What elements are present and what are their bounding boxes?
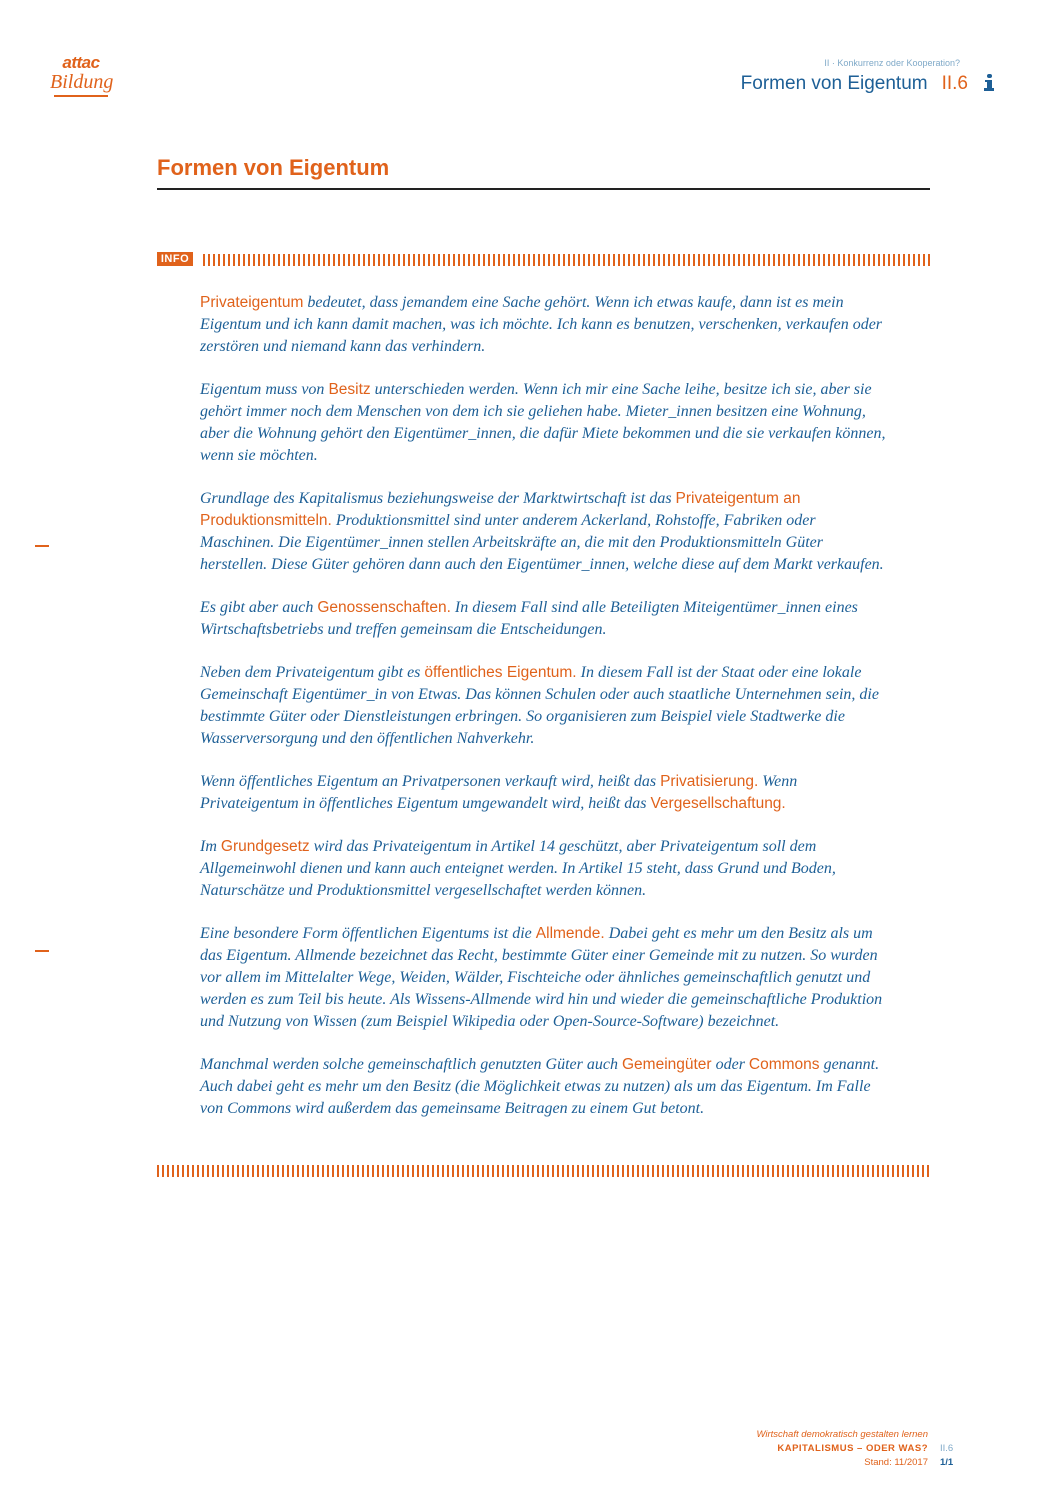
keyword: Allmende.: [535, 925, 605, 942]
paragraph-text: genannt. Auch dabei geht es mehr um den Besitz (die Möglichkeit etwas zu nutzen) als um das Eigentum. Im Falle von Commons wird außerdem das gemeinsame Beitragen zu einem Gut betont.: [200, 1056, 880, 1117]
paragraph-text: unterschieden werden. Wenn ich mir eine Sache leihe, besitze ich sie, aber sie gehört immer noch dem Menschen von dem ich sie geliehen habe. Mieter_innen besitzen eine Wohnung, aber die Wohnung gehört den Eigentümer_innen, die dafür Miete bekommen und die sie verkaufen können, wenn sie möchten.: [200, 381, 886, 464]
info-paragraph: [200, 379, 890, 467]
keyword: Privateigentum: [200, 294, 304, 311]
paragraph-text: In diesem Fall ist der Staat oder eine lokale Gemeinschaft Eigentümer_in von Etwas. Das können Schulen oder auch staatliche Unternehmen sein, die bestimmte Güter oder Dienstleistungen erbringen. So organisieren zum Beispiel viele Stadtwerke die Wasserversorgung und den öffentlichen Nahverkehr.: [200, 664, 879, 747]
footer-page-number: 1/1: [940, 1457, 954, 1468]
logo-bildung: Bildung: [50, 71, 114, 93]
keyword: Genossenschaften.: [317, 599, 451, 616]
info-badge: INFO: [157, 252, 193, 266]
attac-bildung-logo: [50, 54, 112, 97]
footer-code: II.6: [940, 1443, 954, 1454]
keyword: Commons: [748, 1056, 820, 1073]
info-paragraph: [200, 923, 890, 1033]
page-title: Formen von Eigentum: [157, 155, 390, 180]
paragraph-text: Eine besondere Form öffentlichen Eigentums ist die: [200, 925, 536, 942]
footer-series: Wirtschaft demokratisch gestalten lernen: [756, 1429, 928, 1440]
logo-attac: attac: [62, 53, 100, 72]
header-title-row: [741, 73, 994, 95]
margin-mark: [35, 950, 49, 952]
margin-mark: [35, 545, 49, 547]
header-title: Formen von Eigentum: [740, 73, 928, 94]
keyword: Grundgesetz: [220, 838, 310, 855]
info-icon: [984, 74, 994, 91]
chapter-label: II · Konkurrenz oder Kooperation?: [824, 58, 960, 68]
paragraph-text: Grundlage des Kapitalismus beziehungsweise der Marktwirtschaft ist das: [200, 490, 676, 507]
paragraph-text: wird das Privateigentum in Artikel 14 geschützt, aber Privateigentum soll dem Allgemeinwohl dienen und kann auch enteignet werden. In Artikel 15 steht, dass Grund und Boden, Naturschätze und Produktionsmittel vergesellschaftet werden können.: [200, 838, 836, 899]
info-paragraph: [200, 292, 890, 358]
paragraph-text: Eigentum muss von: [200, 381, 329, 398]
paragraph-text: Produktionsmittel sind unter anderem Ackerland, Rohstoffe, Fabriken oder Maschinen. Die Eigentümer_innen stellen Arbeitskräfte an, die mit den Produktionsmitteln Güter herstellen. Diese Güter gehören dann auch den Eigentümer_innen, welche diese auf dem Markt verkaufen.: [200, 512, 884, 573]
info-paragraph: [200, 836, 890, 902]
info-paragraph: [200, 771, 890, 815]
paragraph-text: bedeutet, dass jemandem eine Sache gehört. Wenn ich etwas kaufe, dann ist es mein Eigentum und ich kann damit machen, was ich möchte. Ich kann es benutzen, verschenken, verkaufen oder zerstören und niemand kann das verhindern.: [200, 294, 883, 355]
footer-date: Stand: 11/2017: [864, 1457, 928, 1468]
info-stripe-top: [203, 254, 930, 266]
info-paragraph: [200, 1054, 890, 1120]
info-paragraph: [200, 662, 890, 750]
paragraph-text: oder: [711, 1056, 749, 1073]
paragraph-text: In diesem Fall sind alle Beteiligten Miteigentümer_innen eines Wirtschaftsbetriebs und treffen gemeinsam die Entscheidungen.: [200, 599, 858, 638]
keyword: Privatisierung.: [660, 773, 759, 790]
keyword: Vergesellschaftung.: [650, 795, 786, 812]
paragraph-text: Manchmal werden solche gemeinschaftlich genutzten Güter auch: [200, 1056, 622, 1073]
paragraph-text: Neben dem Privateigentum gibt es: [200, 664, 425, 681]
info-paragraph: [200, 597, 890, 641]
keyword: öffentliches Eigentum.: [424, 664, 577, 681]
paragraph-text: Im: [200, 838, 221, 855]
header-number: II.6: [941, 73, 968, 94]
info-body: [200, 292, 890, 1141]
footer-page-info: [940, 1442, 953, 1470]
keyword: Privateigentum an Produktionsmitteln.: [200, 490, 801, 529]
keyword: Gemeingüter: [621, 1056, 712, 1073]
footer-module: KAPITALISMUS – ODER WAS?: [777, 1443, 928, 1454]
logo-underline: [54, 95, 108, 97]
keyword: Besitz: [328, 381, 371, 398]
paragraph-text: Wenn öffentliches Eigentum an Privatpersonen verkauft wird, heißt das: [200, 773, 661, 790]
footer-info: [756, 1428, 928, 1470]
paragraph-text: Wenn Privateigentum in öffentliches Eigentum umgewandelt wird, heißt das: [200, 773, 798, 812]
info-paragraph: [200, 488, 890, 576]
info-stripe-bottom: [157, 1165, 930, 1177]
paragraph-text: Es gibt aber auch: [200, 599, 318, 616]
paragraph-text: Dabei geht es mehr um den Besitz als um das Eigentum. Allmende bezeichnet das Recht, bestimmte Güter einer Gemeinde mit zu nutzen. So wurden vor allem im Mittelalter Wege, Weiden, Wälder, Fischteiche oder ähnliches gemeinschaftlich genutzt und werden es zum Teil bis heute. Als Wissens-Allmende wird hin und wieder die gemeinschaftliche Produktion und Nutzung von Wissen (zum Beispiel Wikipedia oder Open-Source-Software) bezeichnet.: [200, 925, 883, 1030]
title-divider: [157, 188, 930, 190]
